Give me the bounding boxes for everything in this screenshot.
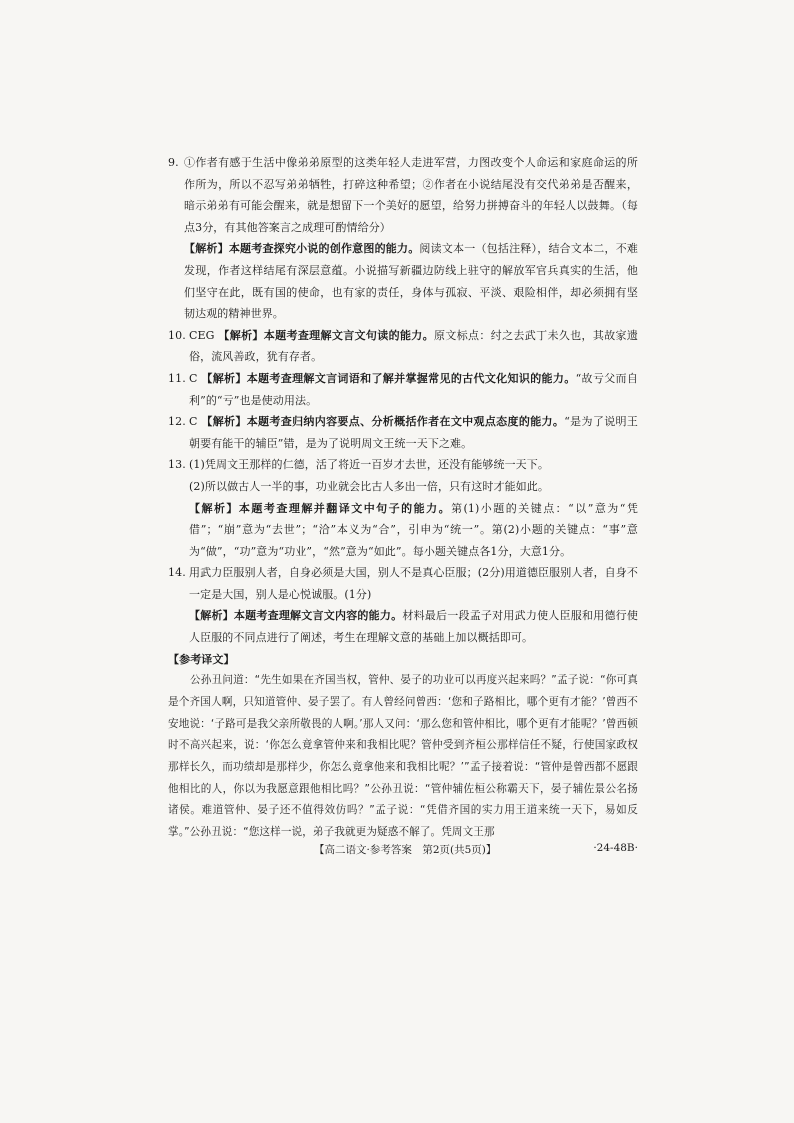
question-number: 10. xyxy=(168,328,186,342)
analysis-paragraph xyxy=(189,605,638,648)
analysis-text: “故亏父而自利”的“亏”也是使动用法。 xyxy=(189,371,638,407)
question-12 xyxy=(168,411,638,454)
answer-text: C xyxy=(189,415,202,429)
question-number: 13. xyxy=(168,458,186,472)
analysis-tag: 【解析】 xyxy=(218,328,264,342)
question-9 xyxy=(168,152,638,325)
answer-and-analysis xyxy=(189,368,638,411)
answer-and-analysis xyxy=(189,411,638,454)
analysis-tag: 【解析】 xyxy=(201,371,247,385)
analysis-text: 阅读文本一（包括注释），结合文本二，不难发现，作者这样结尾有深层意蕴。小说描写新疆边防线上驻守的解放军官兵真实的生活，他们坚守在此，既有国的使命，也有家的责任，身体与孤寂、平淡、艰险相伴，却必须拥有坚韧达观的精神世界。 xyxy=(184,242,639,321)
analysis-lead: 本题考查探究小说的创作意图的能力。 xyxy=(228,242,420,256)
answer-text: C xyxy=(189,371,202,385)
reference-translation-title: 【参考译文】 xyxy=(168,652,235,666)
answer-text: CEG xyxy=(189,328,219,342)
analysis-lead: 本题考查归纳内容要点、分析概括作者在文中观点态度的能力。 xyxy=(246,415,565,429)
analysis-lead: 本题考查理解文言文内容的能力。 xyxy=(233,609,403,623)
analysis-lead: 本题考查理解并翻译文中句子的能力。 xyxy=(238,501,452,515)
analysis-paragraph xyxy=(184,238,638,324)
question-number: 11. xyxy=(168,371,186,385)
answer-sub-2: (2)所以做古人一半的事，功业就会比古人多出一倍，只有这时才能如此。 xyxy=(189,479,549,493)
footer-page-info: 【高二语文·参考答案 第2页(共5页)】 xyxy=(314,844,497,856)
analysis-tag: 【解析】 xyxy=(201,415,247,429)
analysis-tag: 【解析】 xyxy=(189,609,234,623)
answer-and-analysis xyxy=(189,325,638,368)
analysis-text: 原文标点：纣之去武丁未久也，其故家遗俗，流风善政，犹有存者。 xyxy=(189,328,638,364)
page-footer xyxy=(168,842,638,857)
analysis-lead: 本题考查理解文言词语和了解并掌握常见的古代文化知识的能力。 xyxy=(246,371,576,385)
analysis-lead: 本题考查理解文言文句读的能力。 xyxy=(263,328,434,342)
answer-text: 用武力臣服别人者，自身必须是大国，别人不是真心臣服；(2分)用道德臣服别人者，自身不一定是大国，别人是心悦诚服。(1分) xyxy=(189,566,638,601)
question-number: 12. xyxy=(168,415,186,429)
answer-content xyxy=(168,152,638,844)
question-number: 9. xyxy=(168,156,179,169)
footer-code: ·24-48B· xyxy=(593,842,638,854)
question-number: 14. xyxy=(168,566,186,580)
question-10 xyxy=(168,325,638,368)
analysis-tag: 【解析】 xyxy=(189,501,239,515)
analysis-text: 第(1)小题的关键点：“以”意为“凭借”；“崩”意为“去世”；“洽”本义为“合”，引申为“统一”。第(2)小题的关键点：“事”意为“做”，“功”意为“功业”，“然”意为“如此”。每小题关键点各1分，大意1分。 xyxy=(189,501,638,558)
answer-sub-1: (1)凭周文王那样的仁德，活了将近一百岁才去世，还没有能够统一天下。 xyxy=(189,458,549,472)
reference-translation-text: 公孙丑问道：“先生如果在齐国当权，管仲、晏子的功业可以再度兴起来吗？”孟子说：“你可真是个齐国人啊，只知道管仲、晏子罢了。有人曾经问曾西：‘您和子路相比，哪个更有才能？’曾西不安地说：‘子路可是我父亲所敬畏的人啊。’那人又问：‘那么您和管仲相比，哪个更有才能呢？’曾西顿时不高兴起来，说：‘你怎么竟拿管仲来和我相比呢？管仲受到齐桓公那样信任不疑，行使国家政权那样长久，而功绩却是那样少，你怎么竟拿他来和我相比呢？’”孟子接着说：“管仲是曾西都不愿跟他相比的人，你以为我愿意跟他相比吗？”公孙丑说：“管仲辅佐桓公称霸天下，晏子辅佐景公名扬诸侯。难道管仲、晏子还不值得效仿吗？”孟子说：“凭借齐国的实力用王道来统一天下，易如反掌。”公孙丑说：“您这样一说，弟子我就更为疑惑不解了。凭周文王那 xyxy=(168,674,638,839)
analysis-text: 材料最后一段孟子对用武力使人臣服和用德行使人臣服的不同点进行了阐述，考生在理解文意的基础上加以概括即可。 xyxy=(189,609,638,645)
analysis-tag: 【解析】 xyxy=(184,242,229,256)
analysis-paragraph xyxy=(189,498,638,563)
analysis-text: “是为了说明王朝要有能干的辅臣”错，是为了说明周文王统一天下之难。 xyxy=(189,415,638,450)
question-11 xyxy=(168,368,638,411)
question-14 xyxy=(168,562,638,648)
answer-text: ①作者有感于生活中像弟弟原型的这类年轻人走进军营，力图改变个人命运和家庭命运的所作所为，所以不忍写弟弟牺牲，打碎这种希望；②作者在小说结尾没有交代弟弟是否醒来，暗示弟弟有可能会醒来，就是想留下一个美好的愿望，给努力拼搏奋斗的年轻人以鼓舞。（每点3分，有其他答案言之成理可酌情给分） xyxy=(184,156,638,234)
question-13 xyxy=(168,454,638,562)
